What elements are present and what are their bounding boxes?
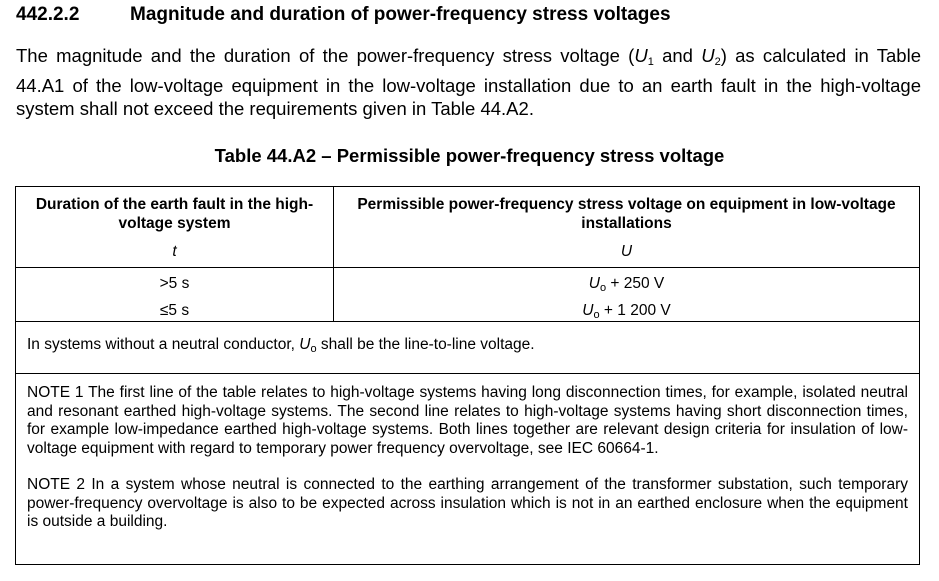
section-heading (16, 4, 671, 26)
table-values-row (16, 268, 919, 322)
duration-long: >5 s (159, 275, 190, 292)
table-symbol-row (16, 233, 919, 268)
symbol-u1-subscript: 1 (647, 56, 654, 68)
intro-and: and (653, 45, 702, 66)
duration-cell (16, 268, 334, 321)
voltage-long: $U_o + 250$ V (588, 275, 665, 294)
section-title: Magnitude and duration of power-frequency stress voltages (130, 4, 671, 25)
duration-short: ≤5 s (159, 302, 190, 319)
neutral-conductor-note: In systems without a neutral conductor, $U_o$ shall be the line-to-line voltage. (16, 322, 919, 374)
intro-paragraph (16, 44, 921, 120)
table-header-row (16, 187, 919, 233)
table-title: Table 44.A2 – Permissible power-frequency stress voltage (214, 145, 725, 166)
voltage-cell (334, 268, 919, 321)
note-1: NOTE 1 The first line of the table relates to high-voltage systems having long disconnection times, for example, isolated neutral and resonant earthed high-voltage systems. The second line relates to high-voltage systems having short disconnection times, for example low-impedance earthed high-voltage systems. Both lines together are relevant design criteria for insulation of low-voltage equipment with regard to temporary power frequency overvoltage, see IEC 60664-1. (27, 384, 908, 457)
stress-voltage-table (15, 186, 920, 565)
intro-text-end: ) as calculated in Table 44.A1 of the low-voltage equipment in the low-voltage installation due to an earth fault in the high-voltage system shall not exceed the requirements given in Table 44.A2. (16, 45, 921, 119)
col-voltage-symbol: U (620, 243, 633, 260)
note-2: NOTE 2 In a system whose neutral is connected to the earthing arrangement of the transformer substation, such temporary power-frequency overvoltage is also to be expected across insulation which is not in an earthed enclosure when the equipment is outside a building. (27, 476, 908, 530)
intro-text-start: The magnitude and the duration of the power-frequency stress voltage ( (16, 45, 635, 66)
col-duration-symbol: t (16, 233, 334, 267)
symbol-u1: U (634, 45, 648, 66)
col-duration-header: Duration of the earth fault in the high-voltage system (16, 187, 334, 233)
symbol-u2-subscript: 2 (714, 56, 721, 68)
col-voltage-header: Permissible power-frequency stress voltage on equipment in low-voltage installations (357, 196, 896, 232)
voltage-short: $U_o + 1$ 200 V (582, 302, 671, 321)
table-notes (16, 374, 919, 564)
section-number: 442.2.2 (16, 4, 80, 25)
symbol-u2: U (701, 45, 715, 66)
